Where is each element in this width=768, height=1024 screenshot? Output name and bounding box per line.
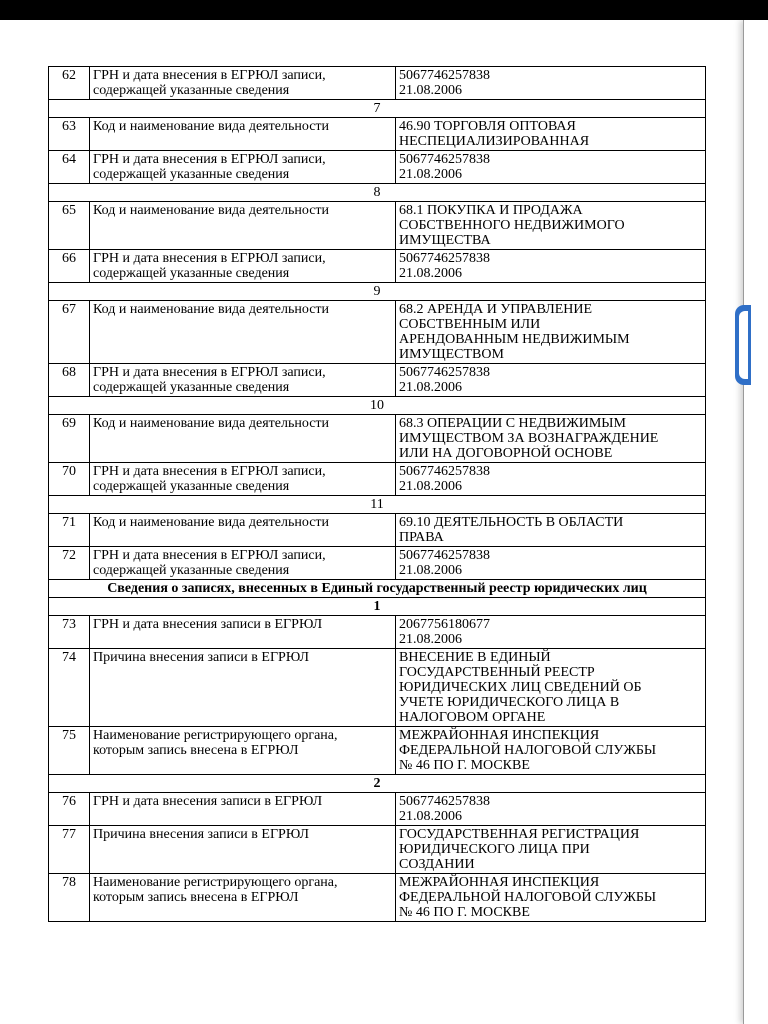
table-row bbox=[49, 826, 706, 874]
section-number-row bbox=[49, 397, 706, 415]
field-value-line: 5067746257838 bbox=[399, 68, 490, 83]
section-number-row bbox=[49, 184, 706, 202]
field-value bbox=[396, 364, 706, 397]
field-label bbox=[90, 415, 396, 463]
table-row bbox=[49, 514, 706, 547]
field-label-line: содержащей указанные сведения bbox=[93, 563, 290, 578]
field-value-line: НАЛОГОВОМ ОРГАНЕ bbox=[399, 710, 546, 725]
section-number: 7 bbox=[49, 100, 706, 118]
field-label bbox=[90, 514, 396, 547]
table-row bbox=[49, 67, 706, 100]
field-value-line: ЮРИДИЧЕСКИХ ЛИЦ СВЕДЕНИЙ ОБ bbox=[399, 680, 642, 695]
field-value-line: МЕЖРАЙОННАЯ ИНСПЕКЦИЯ bbox=[399, 728, 600, 743]
row-number: 65 bbox=[49, 202, 90, 250]
field-label-line: Код и наименование вида деятельности bbox=[93, 416, 330, 431]
field-label-line: ГРН и дата внесения записи в ЕГРЮЛ bbox=[93, 794, 323, 809]
field-value-line: ФЕДЕРАЛЬНОЙ НАЛОГОВОЙ СЛУЖБЫ bbox=[399, 743, 657, 758]
field-label bbox=[90, 547, 396, 580]
field-value-line: 2067756180677 bbox=[399, 617, 490, 632]
section-number-row bbox=[49, 283, 706, 301]
table-row bbox=[49, 364, 706, 397]
field-value-line: ИМУЩЕСТВОМ ЗА ВОЗНАГРАЖДЕНИЕ bbox=[399, 431, 659, 446]
field-label-line: содержащей указанные сведения bbox=[93, 167, 290, 182]
field-label-line: Код и наименование вида деятельности bbox=[93, 515, 330, 530]
field-value bbox=[396, 826, 706, 874]
field-value-line: 5067746257838 bbox=[399, 251, 490, 266]
field-label bbox=[90, 250, 396, 283]
field-label bbox=[90, 793, 396, 826]
section-number: 2 bbox=[49, 775, 706, 793]
field-value-line: 21.08.2006 bbox=[399, 479, 462, 494]
field-label bbox=[90, 364, 396, 397]
row-number: 64 bbox=[49, 151, 90, 184]
table-row bbox=[49, 874, 706, 922]
field-value-line: № 46 ПО Г. МОСКВЕ bbox=[399, 905, 530, 920]
row-number: 69 bbox=[49, 415, 90, 463]
table-row bbox=[49, 415, 706, 463]
field-value-line: ЮРИДИЧЕСКОГО ЛИЦА ПРИ bbox=[399, 842, 590, 857]
table-row bbox=[49, 202, 706, 250]
table-body bbox=[49, 67, 706, 922]
section-number: 10 bbox=[49, 397, 706, 415]
field-value-line: 46.90 ТОРГОВЛЯ ОПТОВАЯ bbox=[399, 119, 576, 134]
field-label bbox=[90, 874, 396, 922]
table-row bbox=[49, 649, 706, 727]
field-value-line: 21.08.2006 bbox=[399, 83, 462, 98]
field-label bbox=[90, 727, 396, 775]
field-value-line: 69.10 ДЕЯТЕЛЬНОСТЬ В ОБЛАСТИ bbox=[399, 515, 624, 530]
field-value-line: ПРАВА bbox=[399, 530, 444, 545]
field-value-line: 21.08.2006 bbox=[399, 380, 462, 395]
row-number: 62 bbox=[49, 67, 90, 100]
section-heading-row bbox=[49, 580, 706, 598]
field-label-line: которым запись внесена в ЕГРЮЛ bbox=[93, 743, 299, 758]
row-number: 67 bbox=[49, 301, 90, 364]
row-number: 75 bbox=[49, 727, 90, 775]
field-label-line: ГРН и дата внесения записи в ЕГРЮЛ bbox=[93, 617, 323, 632]
row-number: 71 bbox=[49, 514, 90, 547]
field-value-line: № 46 ПО Г. МОСКВЕ bbox=[399, 758, 530, 773]
field-label bbox=[90, 118, 396, 151]
field-value-line: МЕЖРАЙОННАЯ ИНСПЕКЦИЯ bbox=[399, 875, 600, 890]
row-number: 63 bbox=[49, 118, 90, 151]
field-value-line: 21.08.2006 bbox=[399, 167, 462, 182]
field-value-line: СОБСТВЕННЫМ ИЛИ bbox=[399, 317, 541, 332]
field-value bbox=[396, 793, 706, 826]
section-heading: Сведения о записях, внесенных в Единый государственный реестр юридических лиц bbox=[49, 580, 706, 598]
field-label-line: ГРН и дата внесения в ЕГРЮЛ записи, bbox=[93, 68, 326, 83]
row-number: 76 bbox=[49, 793, 90, 826]
field-value-line: СОЗДАНИИ bbox=[399, 857, 475, 872]
field-value-line: 5067746257838 bbox=[399, 794, 490, 809]
field-value bbox=[396, 463, 706, 496]
section-number-row bbox=[49, 775, 706, 793]
row-number: 72 bbox=[49, 547, 90, 580]
section-number-row bbox=[49, 496, 706, 514]
field-label-line: ГРН и дата внесения в ЕГРЮЛ записи, bbox=[93, 464, 326, 479]
field-label bbox=[90, 649, 396, 727]
page-scroll-handle[interactable] bbox=[735, 305, 751, 385]
field-label-line: содержащей указанные сведения bbox=[93, 266, 290, 281]
row-number: 68 bbox=[49, 364, 90, 397]
field-label-line: Наименование регистрирующего органа, bbox=[93, 728, 338, 743]
field-value bbox=[396, 118, 706, 151]
section-number: 1 bbox=[49, 598, 706, 616]
row-number: 70 bbox=[49, 463, 90, 496]
field-value bbox=[396, 616, 706, 649]
section-number-row bbox=[49, 100, 706, 118]
field-value bbox=[396, 514, 706, 547]
field-label-line: содержащей указанные сведения bbox=[93, 83, 290, 98]
field-value bbox=[396, 727, 706, 775]
viewer-top-bar bbox=[0, 0, 768, 20]
field-value bbox=[396, 151, 706, 184]
field-value bbox=[396, 250, 706, 283]
field-value bbox=[396, 547, 706, 580]
field-value-line: 5067746257838 bbox=[399, 548, 490, 563]
field-label bbox=[90, 826, 396, 874]
page-scroll-handle-inner bbox=[739, 311, 748, 379]
field-value-line: 68.1 ПОКУПКА И ПРОДАЖА bbox=[399, 203, 583, 218]
field-label-line: Наименование регистрирующего органа, bbox=[93, 875, 338, 890]
field-value-line: ВНЕСЕНИЕ В ЕДИНЫЙ bbox=[399, 650, 551, 665]
field-value bbox=[396, 415, 706, 463]
field-value-line: 21.08.2006 bbox=[399, 266, 462, 281]
field-value-line: УЧЕТЕ ЮРИДИЧЕСКОГО ЛИЦА В bbox=[399, 695, 620, 710]
field-label-line: содержащей указанные сведения bbox=[93, 380, 290, 395]
field-value bbox=[396, 202, 706, 250]
field-value-line: ГОСУДАРСТВЕННЫЙ РЕЕСТР bbox=[399, 665, 595, 680]
field-value-line: НЕСПЕЦИАЛИЗИРОВАННАЯ bbox=[399, 134, 590, 149]
row-number: 77 bbox=[49, 826, 90, 874]
field-value-line: 68.3 ОПЕРАЦИИ С НЕДВИЖИМЫМ bbox=[399, 416, 626, 431]
table-row bbox=[49, 793, 706, 826]
field-value-line: ГОСУДАРСТВЕННАЯ РЕГИСТРАЦИЯ bbox=[399, 827, 640, 842]
table-row bbox=[49, 151, 706, 184]
field-value-line: 5067746257838 bbox=[399, 365, 490, 380]
section-number: 9 bbox=[49, 283, 706, 301]
field-value bbox=[396, 649, 706, 727]
field-value-line: СОБСТВЕННОГО НЕДВИЖИМОГО bbox=[399, 218, 625, 233]
field-label-line: содержащей указанные сведения bbox=[93, 479, 290, 494]
field-label-line: Причина внесения записи в ЕГРЮЛ bbox=[93, 650, 310, 665]
field-label bbox=[90, 202, 396, 250]
field-label bbox=[90, 67, 396, 100]
table-row bbox=[49, 301, 706, 364]
next-page-edge[interactable] bbox=[743, 20, 768, 1024]
section-number: 11 bbox=[49, 496, 706, 514]
table-row bbox=[49, 250, 706, 283]
egrul-extract-table bbox=[48, 66, 706, 922]
field-value-line: 68.2 АРЕНДА И УПРАВЛЕНИЕ bbox=[399, 302, 593, 317]
field-value-line: ФЕДЕРАЛЬНОЙ НАЛОГОВОЙ СЛУЖБЫ bbox=[399, 890, 657, 905]
field-label-line: Код и наименование вида деятельности bbox=[93, 119, 330, 134]
field-label bbox=[90, 463, 396, 496]
section-number-row bbox=[49, 598, 706, 616]
field-value-line: АРЕНДОВАННЫМ НЕДВИЖИМЫМ bbox=[399, 332, 630, 347]
field-label bbox=[90, 151, 396, 184]
field-value bbox=[396, 67, 706, 100]
field-label-line: которым запись внесена в ЕГРЮЛ bbox=[93, 890, 299, 905]
field-label-line: ГРН и дата внесения в ЕГРЮЛ записи, bbox=[93, 548, 326, 563]
field-value-line: 21.08.2006 bbox=[399, 632, 462, 647]
field-value-line: ИМУЩЕСТВА bbox=[399, 233, 491, 248]
field-value bbox=[396, 874, 706, 922]
section-number: 8 bbox=[49, 184, 706, 202]
field-value-line: 5067746257838 bbox=[399, 152, 490, 167]
field-value-line: 21.08.2006 bbox=[399, 563, 462, 578]
row-number: 78 bbox=[49, 874, 90, 922]
row-number: 73 bbox=[49, 616, 90, 649]
field-value bbox=[396, 301, 706, 364]
field-label-line: ГРН и дата внесения в ЕГРЮЛ записи, bbox=[93, 251, 326, 266]
field-label-line: ГРН и дата внесения в ЕГРЮЛ записи, bbox=[93, 152, 326, 167]
field-label bbox=[90, 301, 396, 364]
field-value-line: ИМУЩЕСТВОМ bbox=[399, 347, 504, 362]
field-label-line: Код и наименование вида деятельности bbox=[93, 302, 330, 317]
table-row bbox=[49, 463, 706, 496]
field-label-line: Причина внесения записи в ЕГРЮЛ bbox=[93, 827, 310, 842]
field-label bbox=[90, 616, 396, 649]
field-value-line: 21.08.2006 bbox=[399, 809, 462, 824]
table-row bbox=[49, 118, 706, 151]
field-value-line: 5067746257838 bbox=[399, 464, 490, 479]
field-value-line: ИЛИ НА ДОГОВОРНОЙ ОСНОВЕ bbox=[399, 446, 613, 461]
row-number: 74 bbox=[49, 649, 90, 727]
field-label-line: Код и наименование вида деятельности bbox=[93, 203, 330, 218]
table-row bbox=[49, 616, 706, 649]
table-row bbox=[49, 547, 706, 580]
table-row bbox=[49, 727, 706, 775]
field-label-line: ГРН и дата внесения в ЕГРЮЛ записи, bbox=[93, 365, 326, 380]
row-number: 66 bbox=[49, 250, 90, 283]
